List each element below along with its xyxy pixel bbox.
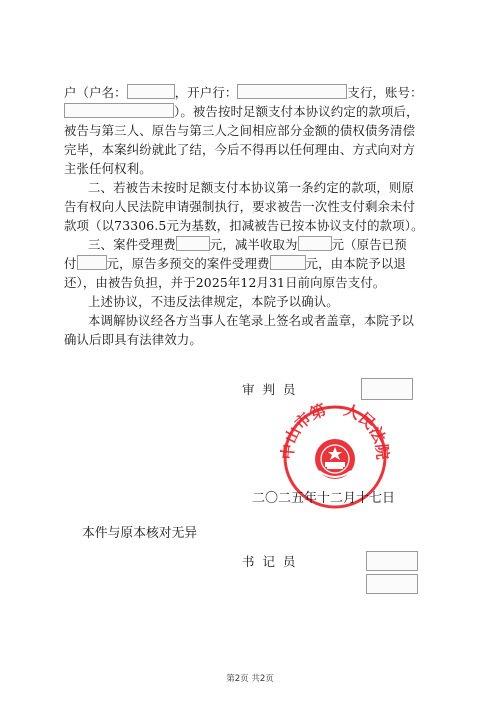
text-line-4: 完毕，本案纠纷就此了结，今后不得再以任何理由、方式向对方 [64,142,416,157]
judge-label: 审 判 员 [242,382,296,397]
text-segment: 元，原告多预交的案件受理费 [106,256,270,271]
text-line-1 [64,83,444,102]
judge-signature-redacted [361,378,413,400]
copy-verification-note: 本件与原本核对无异 [82,526,198,541]
text-segment: 元，由本院予以退 [305,256,406,271]
text-line-11: 还），由被告负担，并于2025年12月31日前向原告支付。 [64,275,386,290]
redacted-account-name [127,84,175,99]
text-line-12: 上述协议，不违反法律规定，本院予以确认。 [88,294,339,309]
text-segment: ）。被告按时足额支付本协议约定的款项后， [174,104,419,119]
text-line-8: 款项（以73306.5元为基数，扣减被告已按本协议支付的款项）。 [64,218,424,233]
text-line-6: 二、若被告未按时足额支付本协议第一条约定的款项，则原 [88,180,415,195]
text-line-14: 确认后即具有法律效力。 [64,332,202,347]
text-segment: 付 [64,256,77,271]
text-line-3: 被告与第三人、原告与第三人之间相应部分金额的债权债务清偿 [64,123,416,138]
text-segment: ，开户行： [174,85,238,100]
clerk-label: 书 记 员 [242,554,296,569]
clerk-signature-redacted [366,551,418,571]
text-line-7: 告有权向人民法院申请强制执行，要求被告一次性支付剩余未付 [64,199,416,214]
redacted-refund-fee [270,255,306,270]
text-line-10 [64,254,444,273]
redacted-half-fee [298,236,332,251]
text-segment: 元，减半收取为 [209,237,298,252]
redacted-prepaid-fee [77,255,107,270]
text-line-13: 本调解协议经各方当事人在笔录上签名或者盖章，本院予以 [88,313,415,328]
text-segment: 支行，账号： [347,85,423,100]
text-line-9 [64,235,444,254]
national-emblem-icon [315,439,355,479]
clerk-seal-redacted [366,574,418,594]
redacted-bank-name [237,84,347,99]
seal-text-path: 中山市第一人民法院 [278,399,392,461]
text-segment: 三、案件受理费 [88,237,176,252]
text-line-2 [64,102,444,121]
judgment-date: 二〇二五年十二月十七日 [252,491,396,506]
text-segment: 元（原告已预 [331,237,407,252]
text-segment: 户（户名： [64,85,127,100]
redacted-account-number [64,103,174,118]
page-number: 第2页 共2页 [226,674,274,684]
redacted-fee [176,236,210,251]
text-line-5: 主张任何权利。 [64,161,152,176]
